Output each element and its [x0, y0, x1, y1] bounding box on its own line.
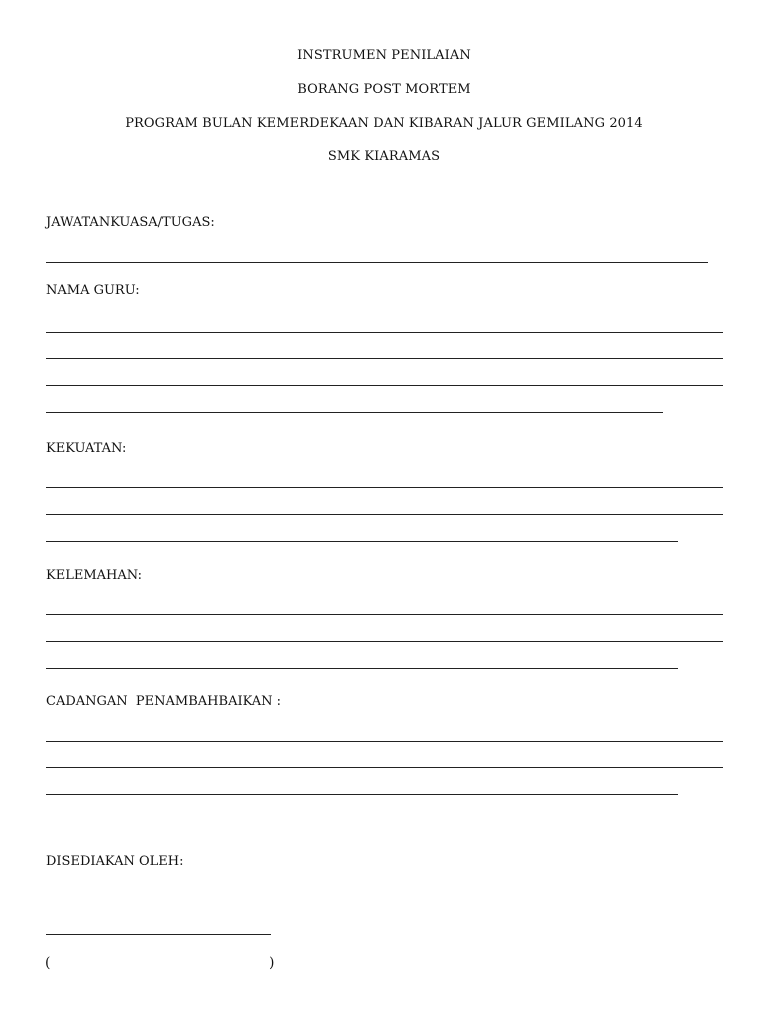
strengths-fill-line[interactable] — [46, 487, 723, 488]
teacher-name-fill-line[interactable] — [46, 332, 723, 333]
weaknesses-label: KELEMAHAN: — [46, 568, 143, 583]
teacher-name-fill-line[interactable] — [46, 385, 723, 386]
name-open-paren: ( — [45, 955, 51, 971]
name-close-paren: ) — [269, 955, 275, 971]
weaknesses-fill-line[interactable] — [46, 641, 723, 642]
strengths-label: KEKUATAN: — [46, 441, 127, 456]
header-title-1: INSTRUMEN PENILAIAN — [297, 48, 471, 63]
weaknesses-fill-line[interactable] — [46, 668, 678, 669]
prepared-by-label: DISEDIAKAN OLEH: — [46, 854, 184, 869]
weaknesses-fill-line[interactable] — [46, 614, 723, 615]
header-title-3: PROGRAM BULAN KEMERDEKAAN DAN KIBARAN JALUR GEMILANG 2014 — [125, 116, 643, 131]
teacher-name-fill-line[interactable] — [46, 358, 723, 359]
signature-line[interactable] — [46, 934, 271, 935]
improvements-fill-line[interactable] — [46, 741, 723, 742]
committee-fill-line[interactable] — [46, 262, 708, 263]
strengths-fill-line[interactable] — [46, 514, 723, 515]
strengths-fill-line[interactable] — [46, 541, 678, 542]
header-title-2: BORANG POST MORTEM — [297, 82, 471, 97]
header-title-4: SMK KIARAMAS — [327, 149, 441, 164]
improvements-label: CADANGAN PENAMBAHBAIKAN : — [46, 694, 282, 709]
improvements-fill-line[interactable] — [46, 767, 723, 768]
printed-name-field[interactable] — [56, 955, 264, 971]
teacher-name-fill-line[interactable] — [46, 412, 663, 413]
improvements-fill-line[interactable] — [46, 794, 678, 795]
committee-label: JAWATANKUASA/TUGAS: — [46, 215, 215, 230]
teacher-name-label: NAMA GURU: — [46, 283, 140, 298]
